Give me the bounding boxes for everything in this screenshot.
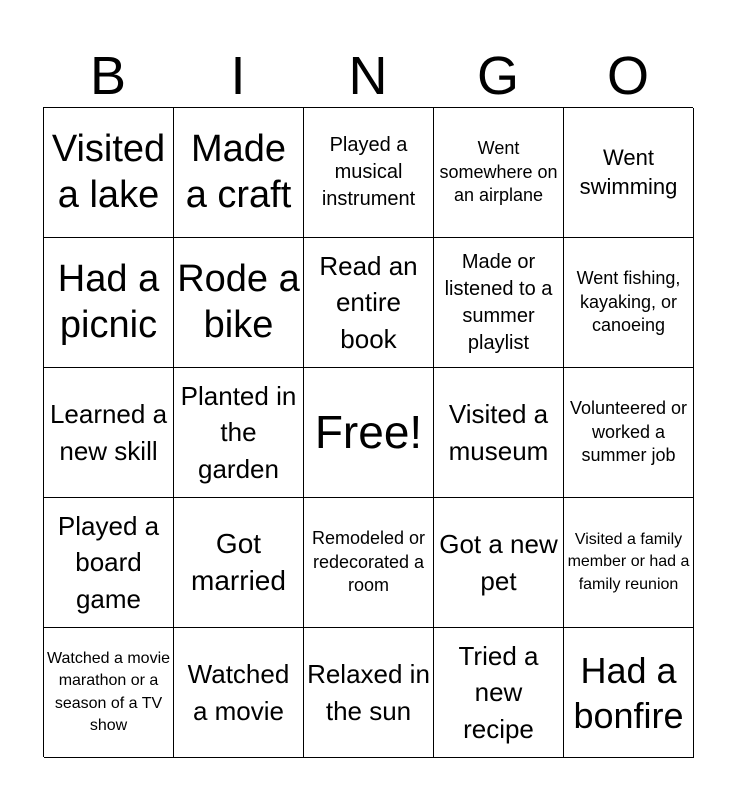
bingo-cell[interactable]: Played a musical instrument [304, 108, 434, 238]
bingo-cell[interactable]: Watched a movie [174, 628, 304, 758]
bingo-cell[interactable]: Got married [174, 498, 304, 628]
header-letter-o: O [606, 46, 649, 106]
bingo-cell[interactable]: Planted in the garden [174, 368, 304, 498]
bingo-cell[interactable]: Watched a movie marathon or a season of a TV show [44, 628, 174, 758]
bingo-cell[interactable]: Went swimming [564, 108, 694, 238]
bingo-cell[interactable]: Relaxed in the sun [304, 628, 434, 758]
bingo-cell[interactable]: Played a board game [44, 498, 174, 628]
bingo-cell[interactable]: Visited a lake [44, 108, 174, 238]
bingo-cell[interactable]: Tried a new recipe [434, 628, 564, 758]
bingo-cell[interactable]: Remodeled or redecorated a room [304, 498, 434, 628]
bingo-cell[interactable]: Had a bonfire [564, 628, 694, 758]
bingo-cell[interactable]: Visited a family member or had a family reunion [564, 498, 694, 628]
bingo-cell[interactable]: Learned a new skill [44, 368, 174, 498]
bingo-cell[interactable]: Made or listened to a summer playlist [434, 238, 564, 368]
bingo-cell[interactable]: Had a picnic [44, 238, 174, 368]
header-letter-i: I [230, 46, 246, 106]
bingo-cell[interactable]: Visited a museum [434, 368, 564, 498]
bingo-cell[interactable]: Rode a bike [174, 238, 304, 368]
bingo-cell[interactable]: Went somewhere on an airplane [434, 108, 564, 238]
header-letter-g: G [476, 46, 519, 106]
bingo-cell[interactable]: Read an entire book [304, 238, 434, 368]
bingo-header [43, 44, 693, 108]
header-letter-b: B [89, 46, 127, 106]
free-space-cell[interactable]: Free! [304, 368, 434, 498]
bingo-cell[interactable]: Made a craft [174, 108, 304, 238]
bingo-cell[interactable]: Got a new pet [434, 498, 564, 628]
bingo-card-grid [43, 107, 693, 757]
header-letter-n: N [348, 46, 388, 106]
bingo-cell[interactable]: Volunteered or worked a summer job [564, 368, 694, 498]
bingo-cell[interactable]: Went fishing, kayaking, or canoeing [564, 238, 694, 368]
